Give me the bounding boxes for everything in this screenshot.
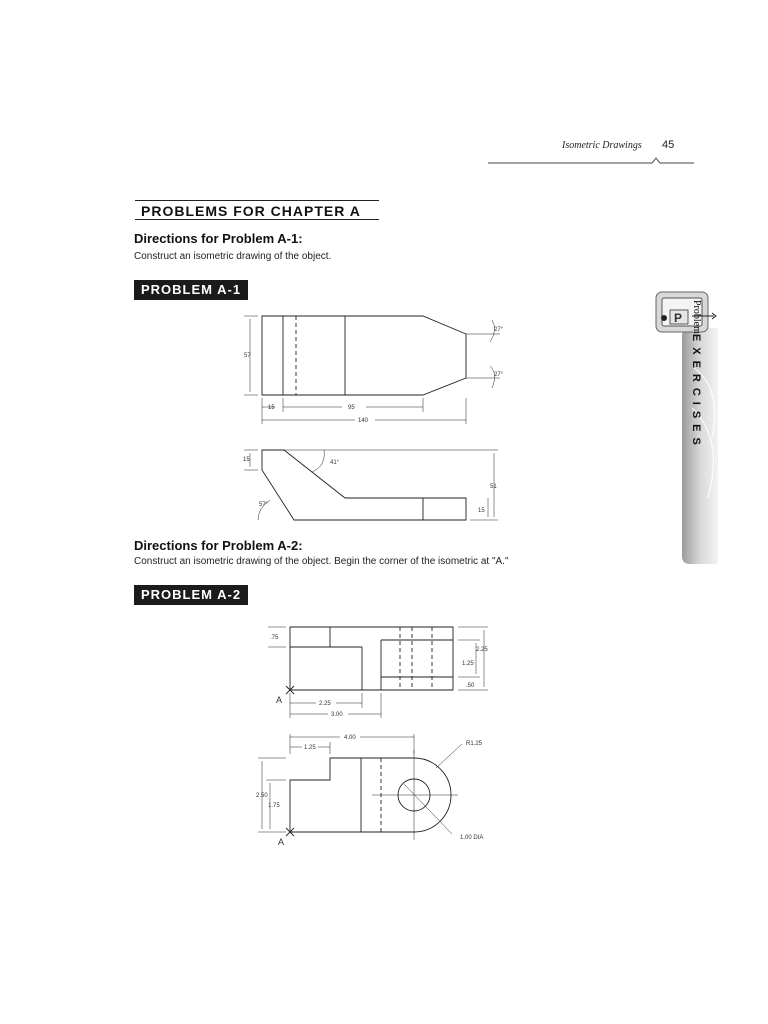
side-tab-problem-word: Problem xyxy=(691,300,702,334)
dim-a1-angle-top: 27° xyxy=(494,327,504,333)
corner-label-a-bottom: A xyxy=(278,837,285,847)
dim-a1-middle-length: 95 xyxy=(348,405,355,411)
dim-a2-total-height: 2.50 xyxy=(256,793,268,799)
side-tab-label xyxy=(690,300,702,451)
corner-label-a-top: A xyxy=(276,695,283,705)
page-number: 45 xyxy=(662,139,675,151)
dim-a1-angle-bottom: 27° xyxy=(494,372,504,378)
directions-a2-heading: Directions for Problem A-2: xyxy=(134,538,303,553)
problem-a2-label: PROBLEM A-2 xyxy=(134,585,248,605)
dim-a2-step-height: 1.75 xyxy=(268,803,280,809)
dim-a2-right-height: 2.25 xyxy=(476,647,488,653)
dim-a1-front-bottom: 15 xyxy=(478,508,485,514)
tab-bullet-icon xyxy=(661,315,667,321)
directions-a1-heading: Directions for Problem A-1: xyxy=(134,231,303,246)
dim-a2-slot-height: 1.25 xyxy=(462,661,474,667)
problem-a1-label: PROBLEM A-1 xyxy=(134,280,248,300)
dim-a2-total-width: 4.00 xyxy=(344,735,356,741)
dim-a1-left-offset: 15 xyxy=(268,405,275,411)
dim-a1-height: 57 xyxy=(244,353,251,359)
directions-a1-text: Construct an isometric drawing of the object. xyxy=(134,251,332,262)
dim-a1-front-angle-bottom: 57° xyxy=(259,502,269,508)
side-tab xyxy=(652,288,722,568)
problem-a2-drawing xyxy=(0,600,768,860)
dim-a2-width-300: 3.00 xyxy=(331,712,343,718)
running-head: Isometric Drawings xyxy=(562,140,642,151)
dim-a2-radius: R1.25 xyxy=(466,741,483,747)
side-tab-exercises-word: EXERCISES xyxy=(690,333,702,451)
dim-a1-total-length: 140 xyxy=(358,418,369,424)
tab-icon-letter: P xyxy=(674,311,683,325)
dim-a2-width-225: 2.25 xyxy=(319,701,331,707)
dim-a2-hole-dia: 1.00 DIA xyxy=(460,835,484,841)
chapter-title: PROBLEMS FOR CHAPTER A xyxy=(135,200,379,220)
dim-a2-top-thickness: .75 xyxy=(270,635,279,641)
directions-a2-text: Construct an isometric drawing of the object. Begin the corner of the isometric at "A." xyxy=(134,556,509,567)
dim-a1-front-angle-top: 41° xyxy=(330,460,340,466)
dim-a2-step-width: 1.25 xyxy=(304,745,316,751)
dim-a2-bottom-gap: .50 xyxy=(466,683,475,689)
dim-a1-front-height: 51 xyxy=(490,484,497,490)
dim-a1-front-top: 15 xyxy=(243,457,250,463)
